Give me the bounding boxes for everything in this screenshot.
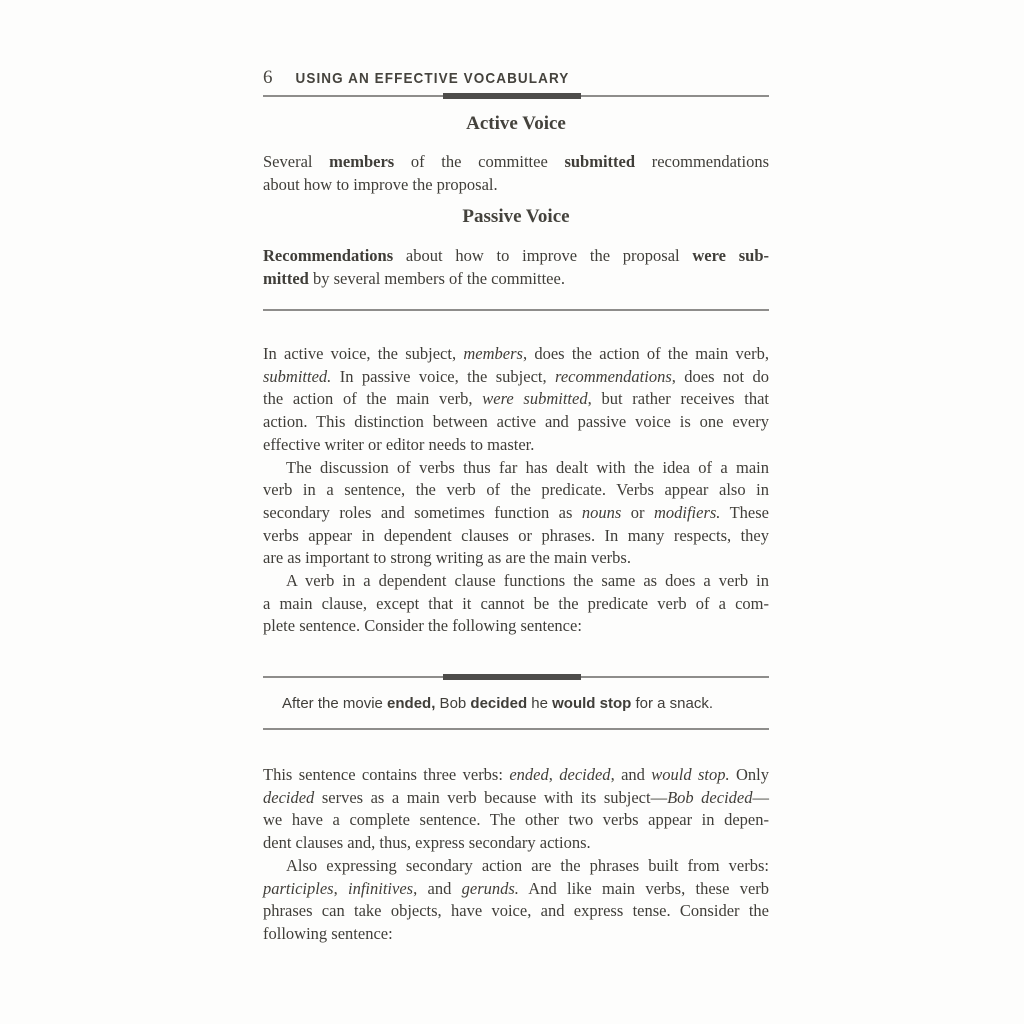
text-line: decided serves as a main verb because with its subject—Bob decided— <box>263 787 769 807</box>
example-box-top-rule-thick-segment <box>443 674 581 680</box>
running-head-title: USING AN EFFECTIVE VOCABULARY <box>295 69 570 86</box>
example-passive-voice <box>263 245 769 290</box>
text-line: following sentence: <box>263 923 393 943</box>
divider-rule-line <box>263 309 769 311</box>
text-line: a main clause, except that it cannot be the predicate verb of a com- <box>263 593 769 613</box>
text-line: A verb in a dependent clause functions the same as does a verb in <box>286 571 769 591</box>
text-line: Several members of the committee submitted recommendations <box>263 152 770 171</box>
text-line: phrases can take objects, have voice, and express tense. Consider the <box>263 901 769 921</box>
heading-passive-voice: Passive Voice <box>462 206 570 227</box>
body-text-block-2 <box>263 764 769 946</box>
boxed-example-sentence <box>263 692 769 715</box>
header-rule-thick-segment <box>443 93 581 99</box>
text-line: This sentence contains three verbs: ended, decided, and would stop. Only <box>263 765 770 784</box>
text-line: Also expressing secondary action are the phrases built from verbs: <box>286 855 769 875</box>
text-line: the action of the main verb, were submitted, but rather receives that <box>263 389 770 409</box>
page-content-area <box>263 0 769 1024</box>
example-box-top-rule <box>263 674 769 680</box>
text-line: we have a complete sentence. The other two verbs appear in depen- <box>263 810 769 830</box>
text-line: action. This distinction between active and passive voice is one every <box>263 412 769 432</box>
text-line: Recommendations about how to improve the proposal were sub- <box>263 246 769 265</box>
divider-rule <box>263 307 769 313</box>
text-line: dent clauses and, thus, express secondary actions. <box>263 833 591 853</box>
example-box-bottom-rule-line <box>263 728 769 730</box>
page-number: 6 <box>263 67 273 88</box>
text-line: secondary roles and sometimes function as nouns or modifiers. These <box>263 502 769 522</box>
text-line: plete sentence. Consider the following sentence: <box>263 616 582 636</box>
text-line: are as important to strong writing as are the main verbs. <box>263 548 631 568</box>
text-line: The discussion of verbs thus far has dealt with the idea of a main <box>286 457 769 477</box>
text-line: verb in a sentence, the verb of the predicate. Verbs appear also in <box>263 480 769 500</box>
heading-active-voice: Active Voice <box>466 113 566 134</box>
text-line: participles, infinitives, and gerunds. And like main verbs, these verb <box>263 878 770 898</box>
text-line: about how to improve the proposal. <box>263 174 498 194</box>
header-rule <box>263 93 769 99</box>
example-active-voice <box>263 151 769 196</box>
text-line: verbs appear in dependent clauses or phrases. In many respects, they <box>263 525 769 545</box>
text-line: mitted by several members of the committee. <box>263 268 565 288</box>
example-box-bottom-rule <box>263 726 769 732</box>
body-text-block-1 <box>263 343 769 638</box>
text-line: In active voice, the subject, members, does the action of the main verb, <box>263 344 769 363</box>
text-line: effective writer or editor needs to master. <box>263 434 535 454</box>
running-head <box>263 67 769 89</box>
text-line: After the movie ended, Bob decided he would stop for a snack. <box>282 695 713 712</box>
text-line: submitted. In passive voice, the subject, recommendations, does not do <box>263 366 769 386</box>
